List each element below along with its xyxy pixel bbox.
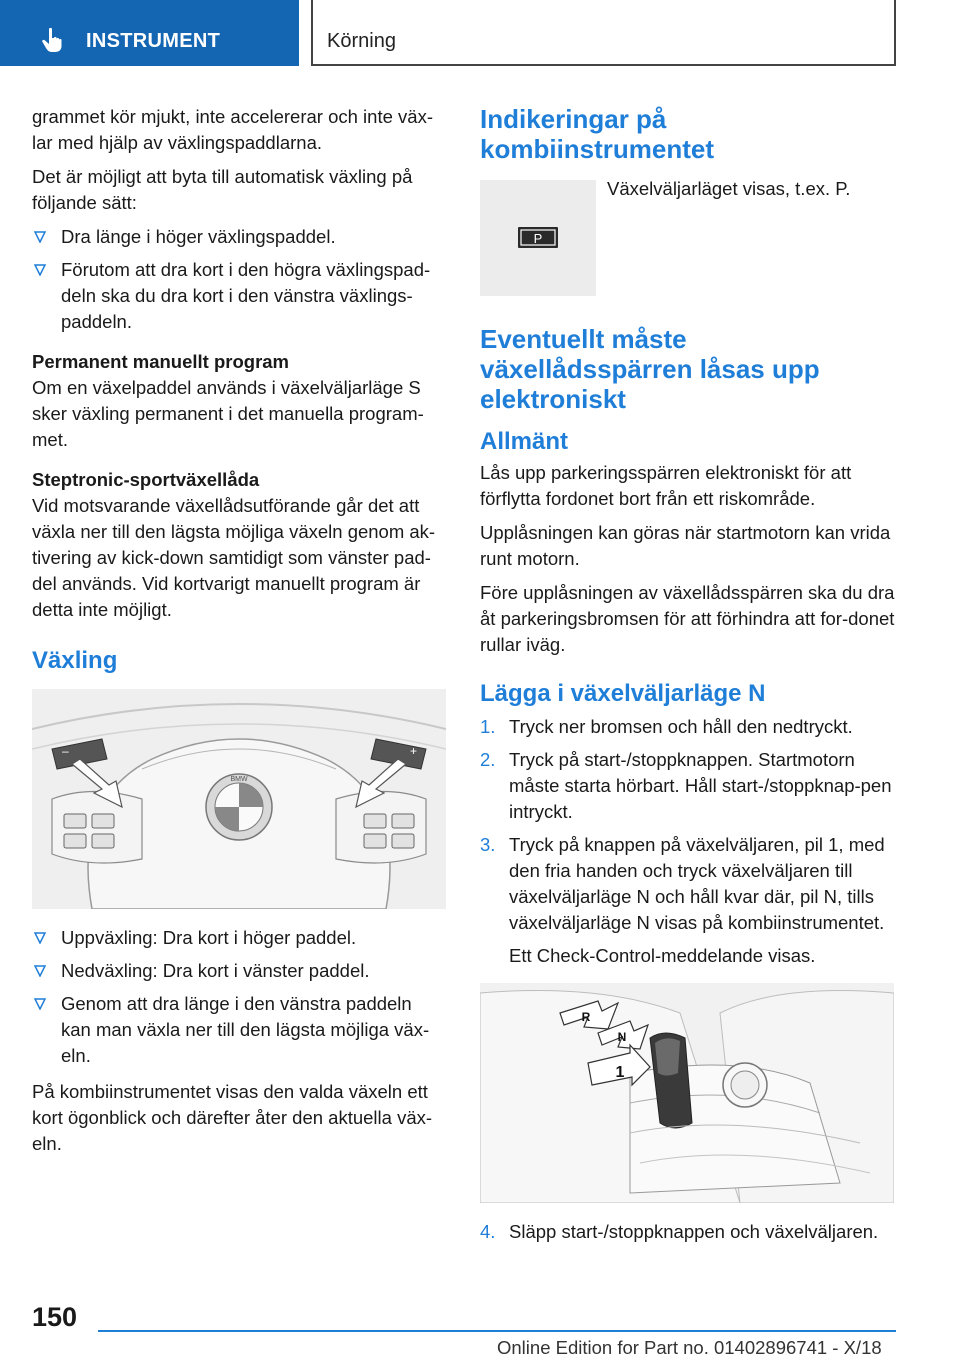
step-number: 2. [480,749,496,770]
steering-wheel-image [32,689,446,909]
intro-paragraph-2: Det är möjligt att byta till automatisk växling på följande sätt: [32,166,413,213]
step-number: 1. [480,716,496,737]
intro-paragraph-1: grammet kör mjukt, inte accelererar och inte väx-lar med hjälp av växlingspaddlarna. [32,106,433,153]
neutral-steps [480,714,896,969]
list-item [480,832,896,969]
footer-divider [98,1330,896,1332]
allmant-paragraph-3: Före upplåsningen av växellådsspärren ska du dra åt parkeringsbromsen för att förhindra att for-donet rullar iväg. [480,582,895,655]
list-item-text: Dra länge i höger växlingspaddel. [61,226,336,247]
list-item [480,1219,896,1245]
step-number: 4. [480,1221,496,1242]
svg-text:+: + [410,744,418,758]
steptronic-heading: Steptronic-sportväxellåda [32,469,260,490]
section-tab[interactable] [0,0,299,66]
triangle-bullet-icon [34,998,46,1010]
gear-selector-image [480,983,894,1203]
list-item [32,991,446,1069]
final-step [480,1219,896,1245]
steering-wheel-illustration [32,689,446,909]
permanent-heading: Permanent manuellt program [32,351,290,372]
unlock-heading: Eventuellt måste växellådsspärren låsas upp elektroniskt [480,324,820,414]
section-label: INSTRUMENT [86,30,221,52]
vaxling-heading: Växling [32,647,118,674]
permanent-text: Om en växelpaddel används i växelväljarläge S sker växling permanent i det manuella program-met. [32,377,424,450]
arrow-label-r: R [581,1010,591,1024]
closing-text: På kombiinstrumentet visas den valda växeln ett kort ögonblick och därefter åter den aktuella väx-eln. [32,1081,433,1154]
auto-shift-list [32,224,446,335]
gear-selector-illustration [480,983,894,1203]
steptronic-text: Vid motsvarande växellådsutförande går det att växla ner till den lägsta möjliga växeln genom ak-tivering av kick-down samtidigt som vänster pad-del används. Vid kortvarigt manuellt program är detta inte möjligt. [32,495,436,620]
triangle-bullet-icon [34,264,46,276]
triangle-bullet-icon [34,932,46,944]
left-column [32,104,446,1165]
allmant-heading: Allmänt [480,428,569,455]
list-item [32,224,446,250]
gear-symbol: P [533,231,543,246]
indikeringar-heading: Indikeringar på kombiinstrumentet [480,104,715,164]
list-item [32,958,446,984]
shift-list [32,925,446,1069]
park-indicator-icon [480,180,596,296]
indikeringar-text: Växelväljarläget visas, t.ex. P. [607,178,851,199]
indicator-row [480,180,896,300]
step-note: Ett Check-Control-meddelande visas. [509,945,816,966]
list-item-text: Uppväxling: Dra kort i höger paddel. [61,927,357,948]
list-item-text: Genom att dra länge i den vänstra paddeln kan man växla ner till den lägsta möjliga väx-eln. [61,993,430,1066]
allmant-paragraph-2: Upplåsningen kan göras när startmotorn kan vrida runt motorn. [480,522,891,569]
triangle-bullet-icon [34,965,46,977]
list-item [480,747,896,825]
list-item-text: Förutom att dra kort i den högra växlingspad-deln ska du dra kort i den vänstra växlings-paddeln. [61,259,431,332]
chapter-label: Körning [327,30,396,52]
arrow-label-1: 1 [615,1064,625,1081]
right-column [480,104,896,1252]
page-number: 150 [32,1302,78,1332]
step-text: Tryck på knappen på växelväljaren, pil 1, med den fria handen och tryck växelväljaren till växelväljarläge N och håll kvar där, pil N, tills växelväljarläge N visas på kombiinstrumentet. [509,834,885,933]
step-text: Släpp start-/stoppknappen och växelväljaren. [509,1221,879,1242]
step-text: Tryck på start-/stoppknappen. Startmotorn måste starta hörbart. Håll start-/stoppknap-pen intryckt. [509,749,892,822]
triangle-bullet-icon [34,231,46,243]
list-item [480,714,896,740]
allmant-paragraph-1: Lås upp parkeringsspärren elektroniskt för att förflytta fordonet bort från ett riskområde. [480,462,852,509]
gear-indicator-image [480,180,596,296]
list-item-text: Nedväxling: Dra kort i vänster paddel. [61,960,370,981]
step-text: Tryck ner bromsen och håll den nedtryckt. [509,716,853,737]
list-item [32,925,446,951]
bmw-logo-text: BMW [230,776,248,783]
list-item [32,257,446,335]
hand-pointer-icon [40,27,66,53]
chapter-box [311,0,896,66]
svg-text:–: – [62,744,69,758]
step-number: 3. [480,834,496,855]
arrow-label-n: N [617,1030,627,1044]
edition-text: Online Edition for Part no. 01402896741 - X/18 [497,1337,882,1358]
neutral-heading: Lägga i växelväljarläge N [480,680,766,707]
